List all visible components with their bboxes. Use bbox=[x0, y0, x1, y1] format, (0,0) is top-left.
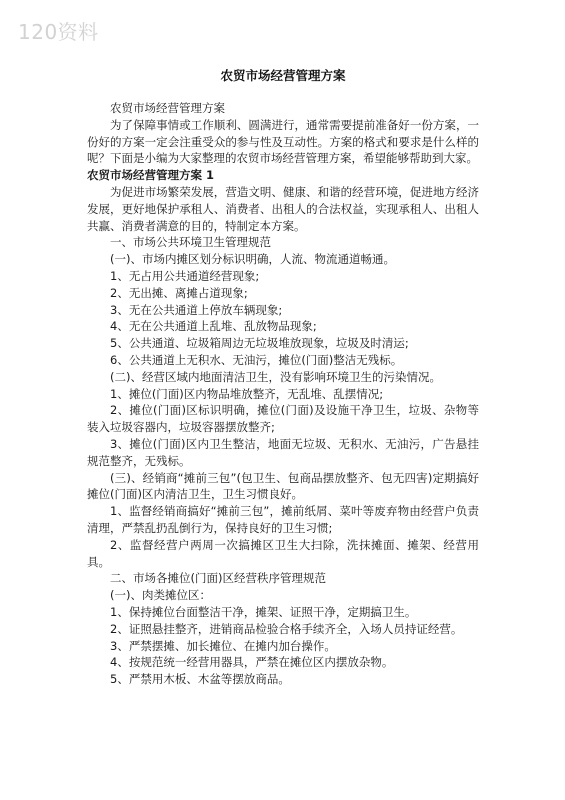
paragraph: (一)、市场内摊区划分标识明确，人流、物流通道畅通。 bbox=[110, 252, 395, 267]
paragraph: 农贸市场经营管理方案 bbox=[110, 101, 225, 115]
document-title: 农贸市场经营管理方案 bbox=[220, 68, 346, 83]
paragraph: (一)、肉类摊位区： bbox=[110, 588, 211, 603]
paragraph: 5、严禁用木板、木盆等摆放商品。 bbox=[110, 672, 290, 687]
paragraph: 3、无在公共通道上停放车辆现象; bbox=[110, 302, 283, 317]
paragraph: 1、摊位(门面)区内物品堆放整齐，无乱堆、乱摆情况; bbox=[110, 386, 384, 401]
paragraph: 5、公共通道、垃圾箱周边无垃圾堆放现象，垃圾及时清运; bbox=[110, 336, 409, 351]
watermark-logo: 120资料 bbox=[18, 20, 99, 44]
paragraph: 2、摊位(门面)区标识明确，摊位(门面)及设施干净卫生，垃圾、杂物等装入垃圾容器内，垃圾容器摆放整齐; bbox=[87, 403, 479, 435]
paragraph: 1、保持摊位台面整洁干净，摊架、证照干净，定期搞卫生。 bbox=[110, 604, 417, 619]
section-heading: 农贸市场经营管理方案 1 bbox=[87, 168, 215, 183]
paragraph: 1、无占用公共通道经营现象; bbox=[110, 268, 260, 283]
paragraph: 3、严禁摆摊、加长摊位、在摊内加台操作。 bbox=[110, 638, 336, 653]
paragraph: 6、公共通道上无积水、无油污，摊位(门面)整洁无残标。 bbox=[110, 352, 403, 367]
paragraph: 二、市场各摊位(门面)区经营秩序管理规范 bbox=[110, 571, 326, 586]
paragraph: (三)、经销商“摊前三包”(包卫生、包商品摆放整齐、包无四害)定期搞好摊位(门面)区内清洁卫生，卫生习惯良好。 bbox=[87, 470, 479, 502]
document-body bbox=[87, 100, 479, 688]
paragraph: (二)、经营区域内地面清洁卫生，没有影响环境卫生的污染情况。 bbox=[110, 369, 441, 384]
paragraph: 2、无出摊、离摊占道现象; bbox=[110, 285, 248, 300]
paragraph: 为促进市场繁荣发展，营造文明、健康、和谐的经营环境，促进地方经济发展，更好地保护承租人、消费者、出租人的合法权益，实现承租人、出租人共赢、消费者满意的目的，特制定本方案。 bbox=[87, 184, 479, 233]
paragraph: 2、监督经营户两周一次搞摊区卫生大扫除，洗抹摊面、摊架、经营用具。 bbox=[87, 537, 479, 569]
document-page bbox=[87, 68, 479, 688]
paragraph: 4、按规范统一经营用器具，严禁在摊位区内摆放杂物。 bbox=[110, 655, 394, 670]
paragraph: 1、监督经销商搞好“摊前三包”，摊前纸屑、菜叶等废弃物由经营户负责清理，严禁乱扔乱倒行为，保持良好的卫生习惯; bbox=[87, 504, 479, 535]
paragraph: 4、无在公共通道上乱堆、乱放物品现象; bbox=[110, 319, 317, 334]
paragraph: 一、市场公共环境卫生管理规范 bbox=[110, 235, 271, 250]
paragraph: 为了保障事情或工作顺利、圆满进行，通常需要提前准备好一份方案，一份好的方案一定会注重受众的参与性及互动性。方案的格式和要求是什么样的呢？下面是小编为大家整理的农贸市场经营管理方案，希望能够帮助到大家。 bbox=[87, 117, 479, 166]
paragraph: 2、证照悬挂整齐，进销商品检验合格手续齐全，入场人员持证经营。 bbox=[110, 621, 463, 636]
paragraph: 3、摊位(门面)区内卫生整洁，地面无垃圾、无积水、无油污，广告悬挂规范整齐，无残标。 bbox=[87, 436, 479, 468]
